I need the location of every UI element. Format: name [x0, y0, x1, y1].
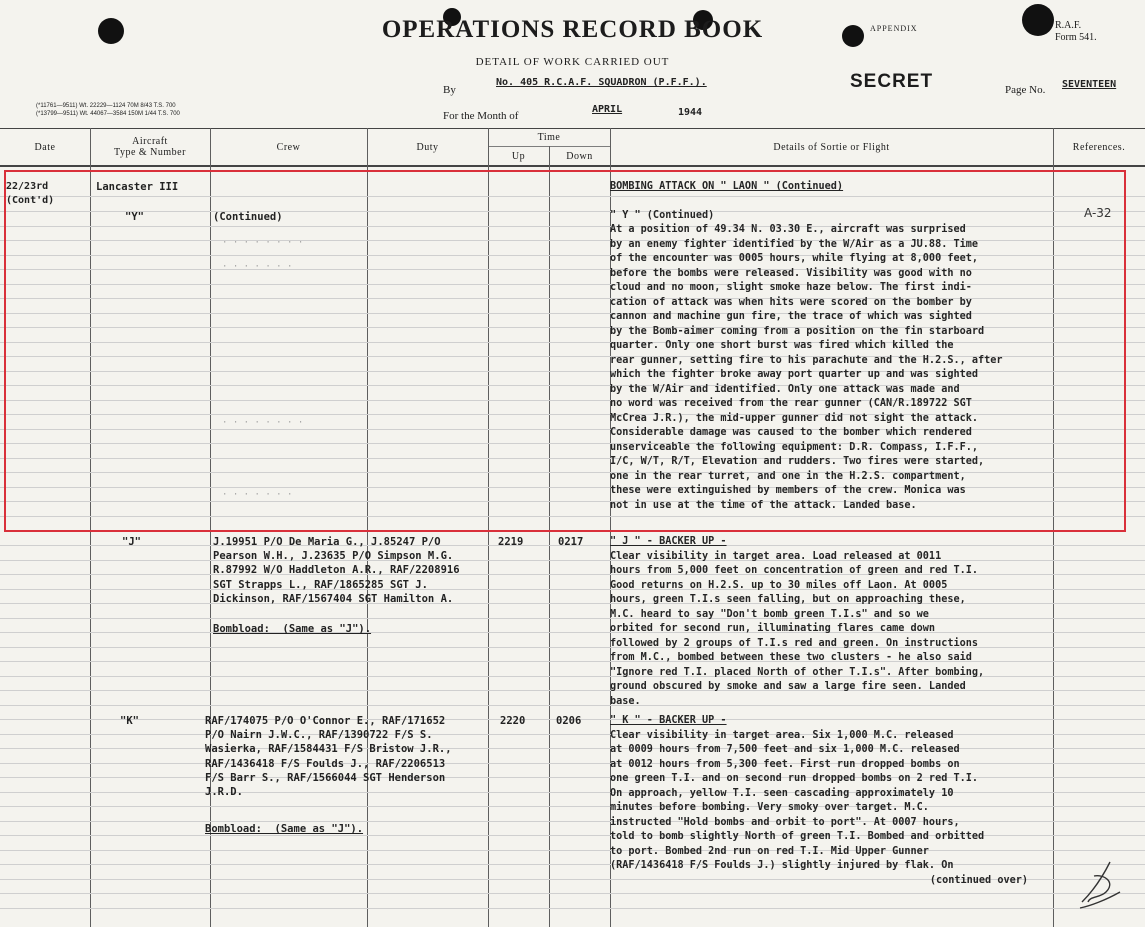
crew-y: (Continued): [213, 211, 283, 223]
time-up-j: 2219: [498, 536, 524, 548]
col-header-references: References.: [1072, 141, 1126, 153]
aircraft-letter-j: "J": [122, 536, 141, 548]
crew-j: J.19951 P/O De Maria G., J.85247 P/O Pearson W.H., J.23635 P/O Simpson M.G. R.87992 W/O Haddleton A.R., RAF/2208916 SGT Strapps L., RAF/1865285 SGT J. Dickinson, RAF/1567404 SGT Hamilton A.: [213, 536, 460, 605]
by-label: By: [443, 84, 456, 96]
details-j: " J " - BACKER UP - Clear visibility in target area. Load released at 0011 hours from 5,000 feet on concentration of green and red T.I. Good returns on H.2.S. up to 30 miles off Laon. At 0005 hours, green T.I.s seen falling, but on approaching these, M.C. heard to say "Don't bomb green T.I.s" and so we orbited for second run, illuminating flares came down followed by 2 groups of T.I.s red and green. On instructions from M.C., bombed between these two clusters - he also said "Ignore red T.I. placed North of other T.I.s". After bombing, ground obscured by smoke and saw a large fire seen. Landed base.: [610, 535, 1050, 709]
col-header-time: Time: [537, 131, 561, 143]
secret-stamp: SECRET: [850, 71, 934, 92]
page-no-value: SEVENTEEN: [1062, 79, 1117, 90]
details-y-sub: " Y " (Continued): [610, 209, 715, 221]
print-code-2: (*13799—9511) Wt. 44067—3584 150M 1/44 T.S. 700: [36, 111, 180, 117]
details-k: " K " - BACKER UP - Clear visibility in target area. Six 1,000 M.C. released at 0009 hours from 7,500 feet and six 1,000 M.C. released at 0012 hours from 5,300 feet. First run dropped bombs on one green T.I. and on second run dropped bombs on 2 red T.I. On approach, yellow T.I. seen cascading approximately 10 minutes before bombing. Very smoky over target. M.C. instructed "Hold bombs and orbit to port". At 0007 hours, told to bomb slightly North of green T.I. Bombed and orbitted to port. Bombed 2nd run on red T.I. Mid Upper Gunner (RAF/1436418 F/S Foulds J.) slightly injured by flak. On (continued over): [610, 714, 1050, 888]
details-y-title: BOMBING ATTACK ON " LAON " (Continued): [610, 181, 844, 192]
form-line-1: R.A.F.: [1055, 20, 1082, 31]
year-value: 1944: [678, 107, 703, 118]
month-value: APRIL: [592, 104, 623, 115]
details-y: BOMBING ATTACK ON " LAON " (Continued) " Y " (Continued) At a position of 49.34 N. 03.30 E., aircraft was surprised by an enemy fighter identified by the W/Air as a JU.88. Time of the encounter was 0005 hours, while flying at 8,000 feet, before the bombs were released. Visibility was good with no cloud and no moon, slight smoke haze below. The first indi- cation of attack was when hits were scored on the bomber by cannon and machine gun fire, the trace of which was sighted by the Bomb-aimer coming from a position on the fin starboard quarter. Only one short burst was fired which killed the rear gunner, setting fire to his parachute and the H.2.S., after which the fighter broke away port quarter up and was sighted by the W/Air and identified. Only one attack was made and no word was received from the rear gunner (CAN/R.189722 SGT McCrea J.R.), the mid-upper gunner did not sight the attack. Considerable damage was caused to the bomber which rendered unserviceable the following equipment: D.R. Compass, I.F.F., I/C, W/T, R/T, Elevation and rudders. Two fires were started, one in the rear turret, and one in the H.2.S. compartment, these were extinguished by members of the crew. Monica was not in use at the time of the attack. Landed base.: [610, 180, 1050, 513]
form-line-2: Form 541.: [1055, 32, 1097, 43]
col-header-crew: Crew: [276, 141, 301, 153]
col-header-down: Down: [566, 150, 593, 162]
entry-date: 22/23rd (Cont'd): [6, 181, 55, 206]
appendix-label: APPENDIX: [870, 24, 918, 33]
aircraft-type: Lancaster III: [96, 181, 179, 193]
reference-y: A-32: [1084, 206, 1112, 220]
aircraft-letter-y: "Y": [125, 211, 144, 223]
bombload-k: Bombload: (Same as "J").: [205, 823, 364, 835]
bombload-j: Bombload: (Same as "J").: [213, 623, 372, 635]
col-header-up: Up: [511, 150, 526, 162]
time-down-j: 0217: [558, 536, 584, 548]
initials-mark: [1076, 852, 1124, 914]
header-bottom-rule: [0, 165, 1145, 167]
page-subtitle: DETAIL OF WORK CARRIED OUT: [475, 56, 670, 68]
time-up-k: 2220: [500, 715, 526, 727]
crew-k: RAF/174075 P/O O'Connor E., RAF/171652 P/O Nairn J.W.C., RAF/1390722 F/S S. Wasierka, RAF/1584431 F/S Bristow J.R., RAF/1436418 F/S Foulds J., RAF/2206513 F/S Barr S., RAF/1566044 SGT Henderson J.R.D.: [205, 715, 452, 799]
unit-name: No. 405 R.C.A.F. SQUADRON (P.F.F.).: [496, 77, 707, 88]
page-title: OPERATIONS RECORD BOOK: [381, 16, 764, 43]
continued-over: (continued over): [929, 874, 1028, 886]
col-header-aircraft: Aircraft Type & Number: [114, 136, 186, 158]
page-no-label: Page No.: [1005, 84, 1046, 96]
form-label: [1055, 20, 1097, 44]
highlight-box: [4, 170, 1126, 532]
month-label: For the Month of: [443, 110, 519, 122]
aircraft-letter-k: "K": [120, 715, 139, 727]
details-k-title: " K " - BACKER UP -: [610, 715, 727, 726]
print-code-1: (*11761—9511) Wt. 22229—1124 70M 8/43 T.S. 700: [36, 103, 176, 109]
print-codes: [36, 102, 180, 118]
col-header-date: Date: [34, 141, 56, 153]
col-header-duty: Duty: [416, 141, 439, 153]
col-header-details: Details of Sortie or Flight: [773, 141, 890, 153]
time-down-k: 0206: [556, 715, 582, 727]
details-j-title: " J " - BACKER UP -: [610, 536, 727, 547]
